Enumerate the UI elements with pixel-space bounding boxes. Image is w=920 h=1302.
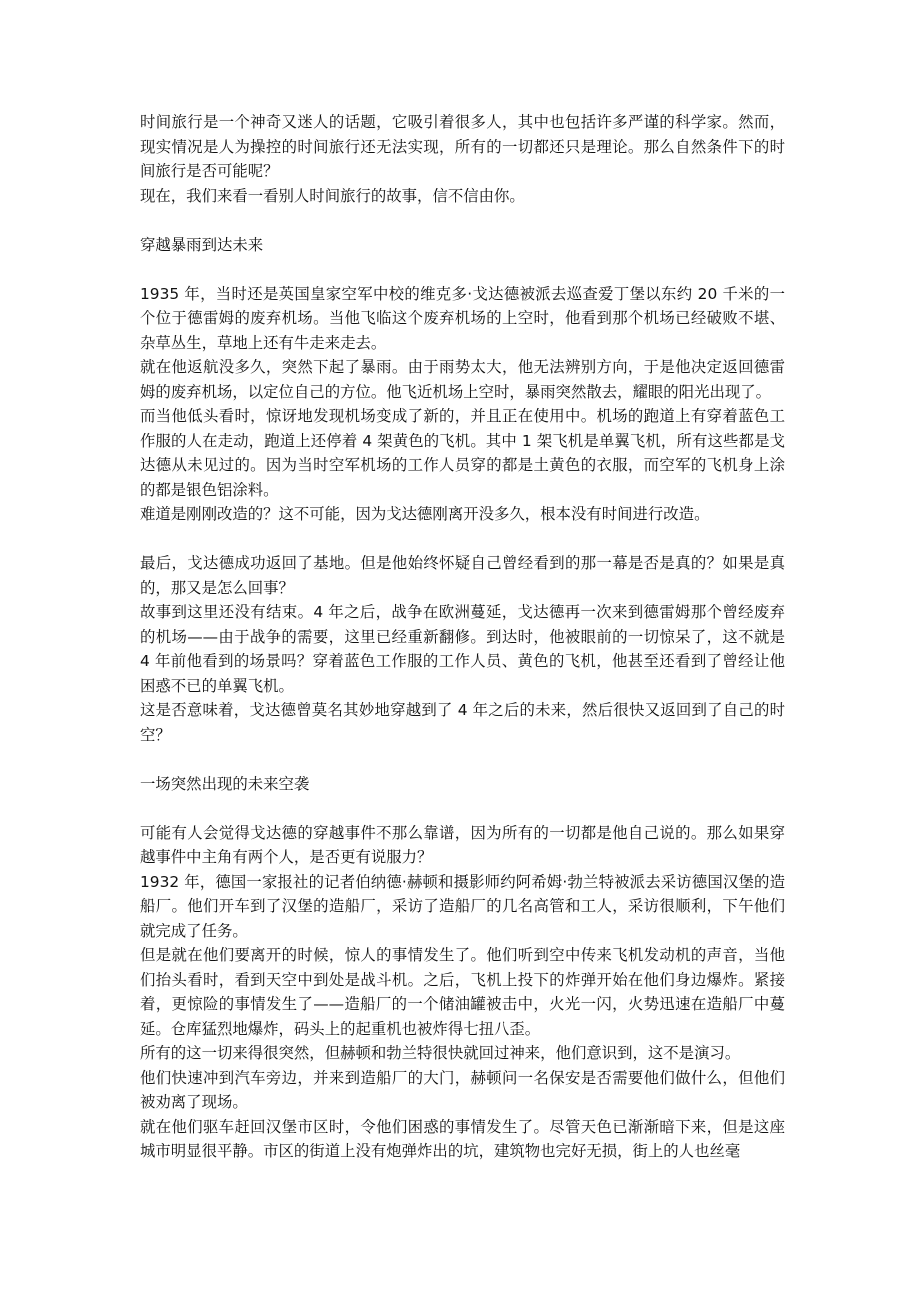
- section2-paragraph-1: 可能有人会觉得戈达德的穿越事件不那么靠谱，因为所有的一切都是他自己说的。那么如果穿越事件中主角有两个人，是否更有说服力？: [140, 823, 785, 866]
- spacer: [140, 208, 785, 233]
- section2-paragraph-6: 就在他们驱车赶回汉堡市区时，令他们困惑的事情发生了。尽管天色已渐渐暗下来，但是这座城市明显很平静。市区的街道上没有炮弹炸出的坑，建筑物也完好无损，街上的人也丝毫: [140, 1117, 785, 1160]
- section2-paragraph-5: 他们快速冲到汽车旁边，并来到造船厂的大门，赫顿问一名保安是否需要他们做什么，但他们被劝离了现场。: [140, 1068, 785, 1111]
- spacer: [140, 747, 785, 772]
- section1-paragraph-6: 故事到这里还没有结束。4 年之后，战争在欧洲蔓延，戈达德再一次来到德雷姆那个曾经废弃的机场——由于战争的需要，这里已经重新翻修。到达时，他被眼前的一切惊呆了，这不就是 4 年前他看到的场景吗？穿着蓝色工作服的工作人员、黄色的飞机，他甚至还看到了曾经让他困惑不已的单翼飞机。: [140, 603, 785, 695]
- section-heading-2: 一场突然出现的未来空袭: [140, 774, 310, 793]
- spacer: [140, 257, 785, 282]
- spacer: [140, 796, 785, 821]
- section1-paragraph-7: 这是否意味着，戈达德曾莫名其妙地穿越到了 4 年之后的未来，然后很快又返回到了自己的时空？: [140, 701, 785, 744]
- section2-paragraph-3: 但是就在他们要离开的时候，惊人的事情发生了。他们听到空中传来飞机发动机的声音，当他们抬头看时，看到天空中到处是战斗机。之后，飞机上投下的炸弹开始在他们身边爆炸。紧接着，更惊险的事情发生了——造船厂的一个储油罐被击中，火光一闪，火势迅速在造船厂中蔓延。仓库猛烈地爆炸，码头上的起重机也被炸得七扭八歪。: [140, 946, 785, 1038]
- section1-paragraph-3: 而当他低头看时，惊讶地发现机场变成了新的，并且正在使用中。机场的跑道上有穿着蓝色工作服的人在走动，跑道上还停着 4 架黄色的飞机。其中 1 架飞机是单翼飞机，所有这些都是戈达德从未见过的。因为当时空军机场的工作人员穿的都是土黄色的衣服，而空军的飞机身上涂的都是银色铝涂料。: [140, 407, 785, 499]
- section2-paragraph-4: 所有的这一切来得很突然，但赫顿和勃兰特很快就回过神来，他们意识到，这不是演习。: [140, 1044, 741, 1062]
- section1-paragraph-4: 难道是刚刚改造的？这不可能，因为戈达德刚离开没多久，根本没有时间进行改造。: [140, 505, 710, 523]
- section2-paragraph-2: 1932 年，德国一家报社的记者伯纳德·赫顿和摄影师约阿希姆·勃兰特被派去采访德国汉堡的造船厂。他们开车到了汉堡的造船厂，采访了造船厂的几名高管和工人，采访很顺利，下午他们就完成了任务。: [140, 872, 785, 940]
- section1-paragraph-1: 1935 年，当时还是英国皇家空军中校的维克多·戈达德被派去巡查爱丁堡以东约 20 千米的一个位于德雷姆的废弃机场。当他飞临这个废弃机场的上空时，他看到那个机场已经破败不堪、杂草丛生，草地上还有牛走来走去。: [140, 284, 785, 352]
- section1-paragraph-5: 最后，戈达德成功返回了基地。但是他始终怀疑自己曾经看到的那一幕是否是真的？如果是真的，那又是怎么回事？: [140, 554, 785, 597]
- spacer: [140, 527, 785, 552]
- section1-paragraph-2: 就在他返航没多久，突然下起了暴雨。由于雨势太大，他无法辨别方向，于是他决定返回德雷姆的废弃机场，以定位自己的方位。他飞近机场上空时，暴雨突然散去，耀眼的阳光出现了。: [140, 358, 785, 401]
- intro-paragraph-1: 时间旅行是一个神奇又迷人的话题，它吸引着很多人，其中也包括许多严谨的科学家。然而，现实情况是人为操控的时间旅行还无法实现，所有的一切都还只是理论。那么自然条件下的时间旅行是否可能呢？: [140, 113, 785, 180]
- document-page: [140, 110, 785, 1164]
- intro-paragraph-2: 现在，我们来看一看别人时间旅行的故事，信不信由你。: [140, 186, 525, 205]
- section-heading-1: 穿越暴雨到达未来: [140, 235, 264, 254]
